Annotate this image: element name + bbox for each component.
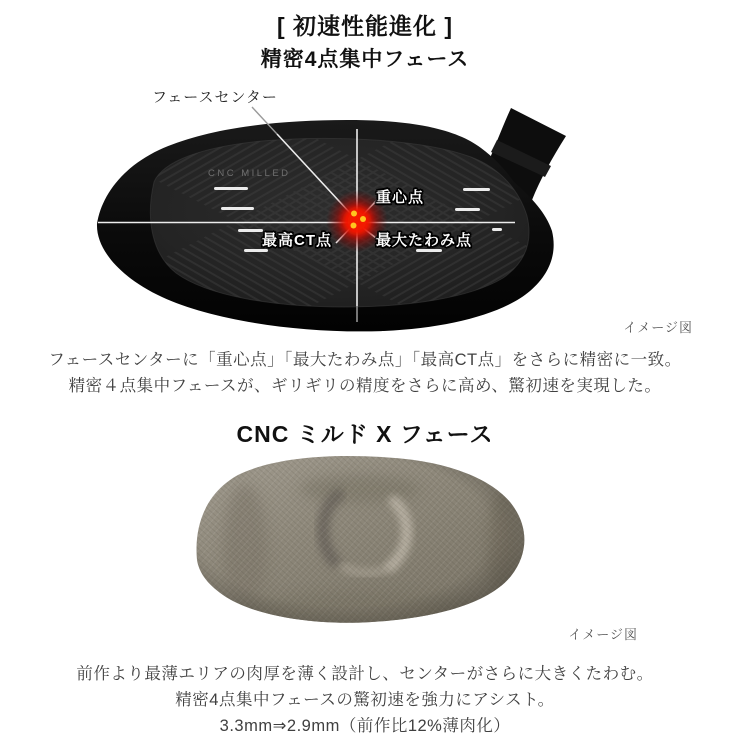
face-copy-line-1: フェースセンターに「重心点」「最大たわみ点」「最高CT点」をさらに精密に一致。	[48, 351, 682, 369]
milled-copy-line-1: 前作より最薄エリアの肉厚を薄く設計し、センターがさらに大きくたわむ。	[76, 665, 654, 683]
section-subtitle-4point-face: 精密4点集中フェース	[260, 48, 470, 71]
sweet-spot-core	[345, 209, 369, 233]
face-copy	[0, 347, 730, 399]
image-caption-face-diagram: イメージ図	[623, 320, 693, 335]
milled-copy-line-3: 3.3mm⇒2.9mm（前作比12%薄肉化）	[219, 717, 511, 735]
face-copy-line-2: 精密４点集中フェースが、ギリギリの精度をさらに高め、驚初速を実現した。	[68, 377, 662, 395]
section-title-cnc-milled-face: CNC ミルド X フェース	[236, 421, 494, 447]
driver-head-illustration	[97, 63, 596, 379]
face-insert-illustration	[190, 450, 535, 630]
image-caption-insert: イメージ図	[568, 627, 638, 642]
face-center-callout-label: フェースセンター	[152, 89, 278, 106]
milled-copy-line-2: 精密4点集中フェースの驚初速を強力にアシスト。	[175, 691, 555, 709]
point-label-max-ct: 最高CT点	[262, 232, 332, 249]
cnc-milled-engraving: CNC MILLED	[208, 168, 291, 179]
insert-edge-vignette	[196, 456, 524, 623]
milled-copy	[0, 661, 730, 739]
point-label-center-of-gravity: 重心点	[376, 189, 425, 206]
point-label-max-deflection: 最大たわみ点	[376, 232, 473, 249]
section-title-speed: [ 初速性能進化 ]	[276, 13, 454, 39]
